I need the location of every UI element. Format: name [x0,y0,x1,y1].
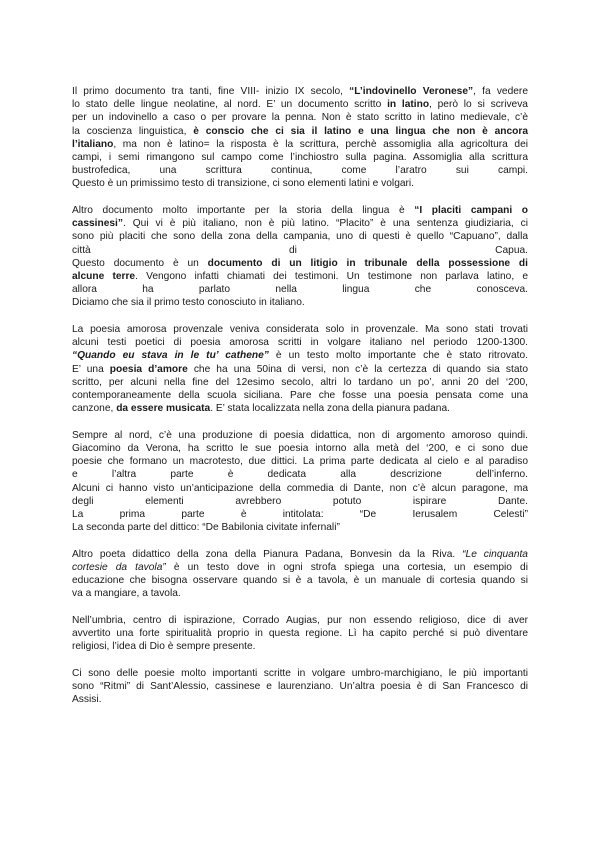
text-line [72,389,528,402]
text-line [72,548,528,561]
text-line [72,667,528,680]
text-run: sono più placiti che sono della zona della campania, uno di questi è quello “Capuano”, dalla [72,231,528,243]
text-line [72,85,528,98]
text-line [72,151,528,164]
text-line [72,244,528,257]
text-run: per un indovinello a caso o per provare la penna. Non è stato scritto in latino medievale, c’è [72,112,528,124]
text-run: , però lo si scriveva [429,99,528,111]
text-run: sono “Ritmi” di Sant’Alessio, cassinese e laurenziano. Un’altra poesia è di San Francesco di [72,681,528,693]
text-run: canzone, [72,403,117,415]
text-line [72,270,528,283]
text-line [72,204,528,217]
text-line [72,495,528,508]
text-run: contemporaneamente della scuola siciliana. Pare che fosse una poesia pensata come una [72,390,528,402]
text-run: Nell’umbria, centro di ispirazione, Corrado Augias, pur non essendo religioso, dice di aver [72,615,528,627]
text-line [72,98,528,111]
text-line [72,323,528,336]
text-run: è un testo molto importante che è stato ritrovato. [268,350,528,362]
text-line [72,257,528,270]
text-line [72,468,528,481]
text-run: La seconda parte del dittico: “De Babilonia civitate infernali” [72,522,340,534]
text-run: la coscienza linguistica, [72,125,194,137]
text-run: Altro documento molto importante per la storia della lingua è [72,205,415,217]
text-line [72,521,528,534]
text-run: bustrofedica, una scrittura continua, come l’aratro sui campi. [72,165,528,177]
paragraph [72,323,528,415]
text-line [72,587,528,600]
text-line [72,177,528,190]
text-line [72,363,528,376]
bold-text: cassinesi” [72,218,123,230]
text-run: e l’altra parte è dedicata alla descrizione dell’inferno. [72,469,528,481]
text-run: poesie che formano un macrotesto, due dittici. La prima parte dedicata al cielo e al paradiso [72,456,528,468]
bold-text: poesia d’amore [109,363,188,375]
text-run: Giacomino da Verona, ha scritto le sue poesia intorno alla metà del ‘200, e ci sono due [72,443,528,455]
text-run: religiosi, l’idea di Dio è sempre presente. [72,641,256,653]
bold-text: “Quando eu stava in le tu’ cathene” [72,350,269,362]
text-line [72,680,528,693]
italic-text: “Le cinquanta [462,548,528,560]
paragraph [72,667,528,707]
text-run: alcuni testi poetici di poesia amorosa scritti in volgare italiano nel periodo 1200-1300. [72,337,528,349]
text-line [72,429,528,442]
bold-text: è conscio che ci sia il latino e una lingua che non è ancora [193,125,528,137]
text-run: La prima parte è intitolata: “De Ierusalem Celesti” [72,509,528,521]
text-run: è un testo dove in ogni strofa spiega una cortesia, un esempio di [165,562,528,574]
text-run: avvertito una forte spiritualità proprio in questa regione. Lì ha capito perché si può diventare [72,628,528,640]
paragraph [72,614,528,654]
text-run: Diciamo che sia il primo testo conosciuto in italiano. [72,297,305,309]
text-line [72,640,528,653]
bold-text: in latino [387,99,430,111]
text-line [72,349,528,362]
text-line [72,482,528,495]
text-line [72,614,528,627]
text-line [72,125,528,138]
text-line [72,508,528,521]
text-line [72,111,528,124]
text-line [72,296,528,309]
text-line [72,442,528,455]
bold-text: “I placiti campani o [414,205,528,217]
text-run: lo stato delle lingue neolatine, al nord. E’ un documento scritto [72,99,388,111]
text-run: Ci sono delle poesie molto importanti scritte in volgare umbro-marchigiano, le più importanti [72,668,528,680]
text-line [72,574,528,587]
text-run: . Qui vi è più italiano, non è più latino. “Placito” è una sentenza giudiziaria, ci [122,218,528,230]
text-line [72,230,528,243]
text-line [72,376,528,389]
text-line [72,455,528,468]
bold-text: l’italiano [72,138,114,150]
text-run: che ha una 50ina di versi, non c’è la certezza di quando sia stato [187,363,528,375]
text-line [72,217,528,230]
text-run: Sempre al nord, c’è una produzione di poesia didattica, non di argomento amoroso quindi. [72,429,528,441]
italic-text: cortesie da tavola” [72,562,166,574]
text-run: Alcuni ci hanno visto un’anticipazione della commedia di Dante, non c’è alcun paragone, ma [72,482,528,494]
text-run: , ma non è latino= la risposta è la scrittura, perchè assomiglia alla agricoltura dei [113,138,528,150]
text-run: allora ha parlato nella lingua che conosceva. [72,284,528,296]
text-run: degli elementi avrebbero potuto ispirare Dante. [72,495,528,507]
text-line [72,283,528,296]
text-line [72,336,528,349]
text-run: , fa vedere [473,86,528,97]
text-run: Il primo documento tra tanti, fine VIII- inizio IX secolo, [72,86,350,97]
text-run: Altro poeta didattico della zona della Pianura Padana, Bonvesin da la Riva. [72,548,463,560]
text-line [72,627,528,640]
text-run: Questo documento è un [72,257,208,269]
text-line [72,693,528,706]
bold-text: da essere musicata [116,403,211,415]
paragraph [72,204,528,310]
text-run: Questo è un primissimo testo di transizione, ci sono elementi latini e volgari. [72,178,415,190]
paragraph [72,85,528,191]
paragraph [72,429,528,535]
paragraph [72,548,528,601]
text-line [72,164,528,177]
bold-text: alcune terre [72,271,136,283]
text-run: E’ una [72,363,110,375]
text-line [72,138,528,151]
text-run: . Vengono infatti chiamati dei testimoni. Un testimone non parlava latino, e [135,271,528,283]
bold-text: “L’indovinello Veronese” [349,86,474,97]
text-run: educazione che bisogna osservare quando si è a tavola, è un manuale di cortesia quando si [72,575,528,587]
text-line [72,402,528,415]
document-body [72,85,528,720]
text-run: campi, i semi rimangono sul campo come l’inchiostro sulla pagina. Assomiglia alla scrittura [72,152,528,164]
text-run: La poesia amorosa provenzale veniva considerata solo in provenzale. Ma sono stati trovati [72,324,528,336]
text-run: Assisi. [72,694,102,706]
text-run: scritto, per alcuni nella fine del 12esimo secolo, altri lo tardano un po’, anni 20 del ‘200, [72,376,528,388]
text-run: città di Capua. [72,244,528,256]
text-run: . E’ stata localizzata nella zona della pianura padana. [210,403,450,415]
bold-text: documento di un litigio in tribunale della possessione di [207,257,528,269]
text-line [72,561,528,574]
text-run: va a mangiare, a tavola. [72,588,181,600]
